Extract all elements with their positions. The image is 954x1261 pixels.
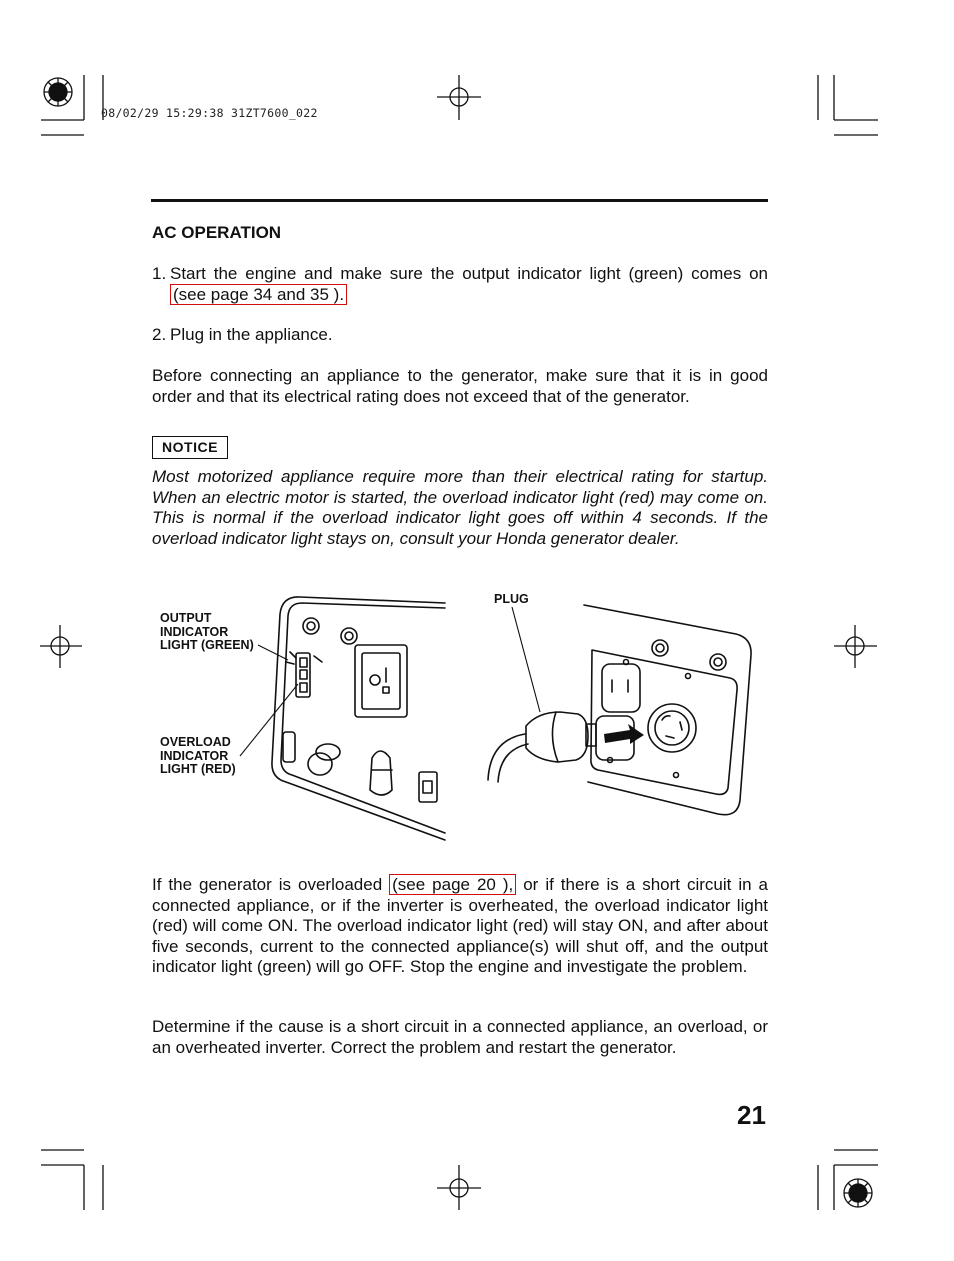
determine-paragraph: Determine if the cause is a short circuit in a connected appliance, an overload, or an overheated inverter. Correct the problem and restart the generator. <box>152 1017 768 1057</box>
step-number: 1. <box>152 264 167 283</box>
print-stamp: 08/02/29 15:29:38 31ZT7600_022 <box>101 106 318 120</box>
output-indicator-light-icon <box>286 652 322 697</box>
arrow-icon <box>604 724 644 744</box>
step-number: 2. <box>152 325 167 344</box>
before-connecting-paragraph: Before connecting an appliance to the generator, make sure that it is in good order and that its electrical rating does not exceed that of the generator. <box>152 366 768 406</box>
section-title: AC OPERATION <box>152 223 282 242</box>
step-text: Start the engine and make sure the output indicator light (green) comes on <box>170 264 768 283</box>
notice-badge: NOTICE <box>152 436 228 459</box>
plug-label: PLUG <box>494 592 529 606</box>
page-link-20[interactable]: (see page 20 ), <box>389 874 516 895</box>
page-number: 21 <box>737 1100 766 1130</box>
notice-text: Most motorized appliance require more than their electrical rating for startup. When an electric motor is started, the overload indicator light (red) may come on. This is normal if the overload indicator light goes off within 4 seconds. If the overload indicator light stays on, consult your Honda generator dealer. <box>152 467 768 548</box>
output-indicator-label: OUTPUT INDICATOR LIGHT (GREEN) <box>160 611 254 652</box>
overload-indicator-label: OVERLOAD INDICATOR LIGHT (RED) <box>160 735 236 776</box>
page-link-34-35[interactable]: (see page 34 and 35 ). <box>170 284 347 305</box>
overload-paragraph: If the generator is overloaded (see page 20 ), or if there is a short circuit in a connected appliance, or if the inverter is overheated, the overload indicator light (red) will come ON. The overload indicator light (red) will stay ON, and after about five seconds, current to the connected appliance(s) will shut off, and the output indicator light (green) will go OFF. Stop the engine and investigate the problem. <box>152 875 768 976</box>
step-text: Plug in the appliance. <box>170 325 333 344</box>
